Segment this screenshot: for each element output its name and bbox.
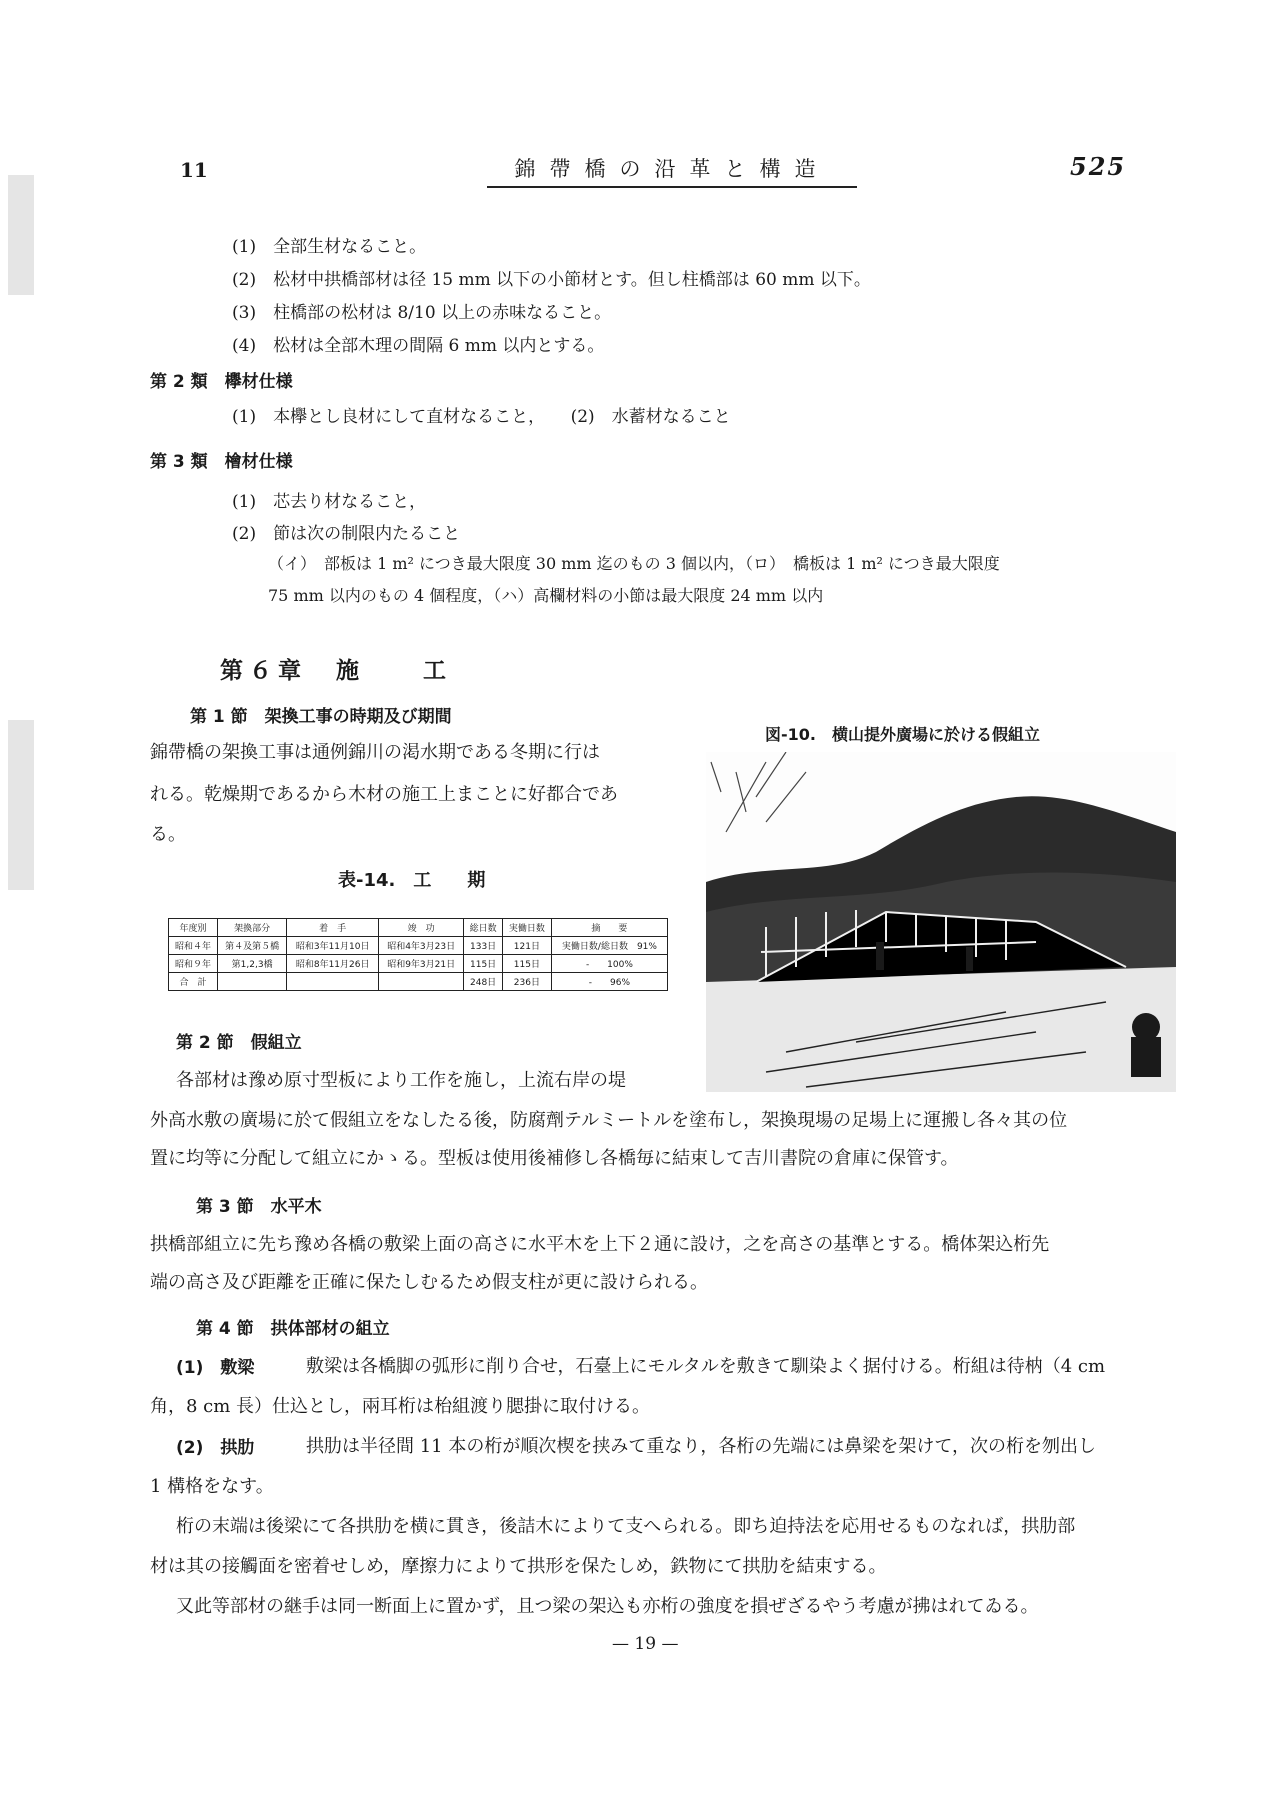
table-cell: 248日 [464,973,503,991]
section3-line-1: 拱橋部組立に先ち豫め各橋の敷梁上面の高さに水平木を上下２通に設け，之を高さの基準とする。橋体架込桁先 [150,1234,1050,1255]
table-row [169,955,668,973]
class3-sub-1: （イ） 部板は 1 m² につき最大限度 30 mm 迄のもの 3 個以内，（ロ） 橋板は 1 m² につき最大限度 [268,554,1000,573]
section1-heading: 第 1 節 架換工事の時期及び期間 [190,707,452,727]
table-cell: 133日 [464,937,503,955]
class2-heading: 第 2 類 欅材仕様 [150,372,293,392]
class2-line: (1) 本欅とし良材にして直材なること， (2) 水蓄材なること [232,407,731,427]
page-footer: — 19 — [612,1634,679,1654]
table-cell [217,973,286,991]
table-row [169,973,668,991]
table-cell [379,973,464,991]
section4-heading: 第 4 節 拱体部材の組立 [196,1319,390,1339]
section2-line-3: 置に均等に分配して組立にかゝる。型板は使用後補修し各橋毎に結束して吉川書院の倉庫に保管す。 [150,1148,959,1169]
table-cell: 昭和4年3月23日 [379,937,464,955]
table-cell: 121日 [502,937,551,955]
section2-line-1: 各部材は豫め原寸型板により工作を施し，上流右岸の堤 [176,1070,626,1091]
section3-heading: 第 3 節 水平木 [196,1197,322,1217]
table-header-cell: 着 手 [287,919,379,937]
table-cell: - 96% [551,973,667,991]
section4-para3-line-1: 桁の末端は後梁にて各拱肋を横に貫き，後詰木によりて支へられる。即ち迫持法を応用せるものなれば，拱肋部 [176,1516,1076,1537]
table-cell: 昭和９年 [169,955,218,973]
table-cell: 115日 [502,955,551,973]
table-cell: 昭和４年 [169,937,218,955]
page-number-right: 525 [1070,152,1127,181]
table-cell: 昭和9年3月21日 [379,955,464,973]
running-title: 錦帶橋の沿革と構造 [487,153,857,188]
table-header-cell: 竣 功 [379,919,464,937]
class3-item-2: (2) 節は次の制限内たること [232,524,461,544]
section4-item1-line-2: 角，8 cm 長）仕込とし，兩耳桁は枱組渡り腮掛に取付ける。 [150,1396,651,1417]
scan-noise [8,175,34,295]
figure-caption: 図-10. 横山提外廣場に於ける假組立 [765,725,1040,744]
table-header-cell: 摘 要 [551,919,667,937]
spec-item-4: (4) 松材は全部木理の間隔 6 mm 以内とする。 [232,336,605,356]
table-cell [287,973,379,991]
table-header-cell: 年度別 [169,919,218,937]
table-cell: 115日 [464,955,503,973]
table-cell: 合 計 [169,973,218,991]
table-row [169,937,668,955]
section2-line-2: 外高水敷の廣場に於て假組立をなしたる後，防腐劑テルミートルを塗布し，架換現場の足場上に運搬し各々其の位 [150,1110,1068,1131]
section2-heading: 第 2 節 假組立 [176,1033,302,1053]
table-cell: 236日 [502,973,551,991]
table-cell: 昭和3年11月10日 [287,937,379,955]
table-header-row [169,919,668,937]
scan-noise [8,720,34,890]
section4-item2-line-1: 拱肋は半径間 11 本の桁が順次楔を挟みて重なり，各桁の先端には鼻梁を架けて，次の桁を刎出し [306,1436,1096,1457]
class3-sub-2: 75 mm 以内のもの 4 個程度，（ハ）高欄材料の小節は最大限度 24 mm 以内 [268,586,824,605]
class3-item-1: (1) 芯去り材なること， [232,492,427,512]
table-caption: 表-14. 工 期 [338,870,486,891]
table-header-cell: 実働日数 [502,919,551,937]
schedule-table [168,918,668,991]
chapter-title: 第６章 施 工 [220,658,452,684]
section4-item1-label: (1) 敷梁 [176,1358,255,1378]
section1-line-2: れる。乾燥期であるから木材の施工上まことに好都合であ [150,784,618,805]
section4-para3-line-2: 材は其の接觸面を密着せしめ，摩擦力によりて拱形を保たしめ，鉄物にて拱肋を結束する。 [150,1556,887,1577]
spec-item-1: (1) 全部生材なること。 [232,237,427,257]
page-number-left: 11 [180,158,208,182]
table-cell: - 100% [551,955,667,973]
construction-photo [706,752,1176,1092]
table-cell: 実働日数/総日数 91% [551,937,667,955]
table-header-cell: 架換部分 [217,919,286,937]
section3-line-2: 端の高さ及び距離を正確に保たしむるため假支柱が更に設けられる。 [150,1272,708,1293]
section4-item2-line-2: 1 構格をなす。 [150,1476,274,1497]
section4-item2-label: (2) 拱肋 [176,1438,255,1458]
table-cell: 第1,2,3橋 [217,955,286,973]
spec-item-2: (2) 松材中拱橋部材は径 15 mm 以下の小節材とす。但し柱橋部は 60 mm 以下。 [232,270,871,290]
table-header-cell: 総日数 [464,919,503,937]
section4-item1-line-1: 敷梁は各橋脚の弧形に削り合せ，石臺上にモルタルを敷きて馴染よく据付ける。桁組は待枘（4 cm [306,1356,1106,1377]
section4-para4-line-1: 又此等部材の継手は同一断面上に置かず，且つ梁の架込も亦桁の強度を損ぜざるやう考慮が拂はれてゐる。 [176,1596,1039,1617]
section1-line-1: 錦帶橋の架換工事は通例錦川の渇水期である冬期に行は [150,742,600,763]
section1-line-3: る。 [150,824,186,845]
table-cell: 昭和8年11月26日 [287,955,379,973]
table-cell: 第４及第５橋 [217,937,286,955]
class3-heading: 第 3 類 檜材仕様 [150,452,293,472]
spec-item-3: (3) 柱橋部の松材は 8/10 以上の赤味なること。 [232,303,612,323]
